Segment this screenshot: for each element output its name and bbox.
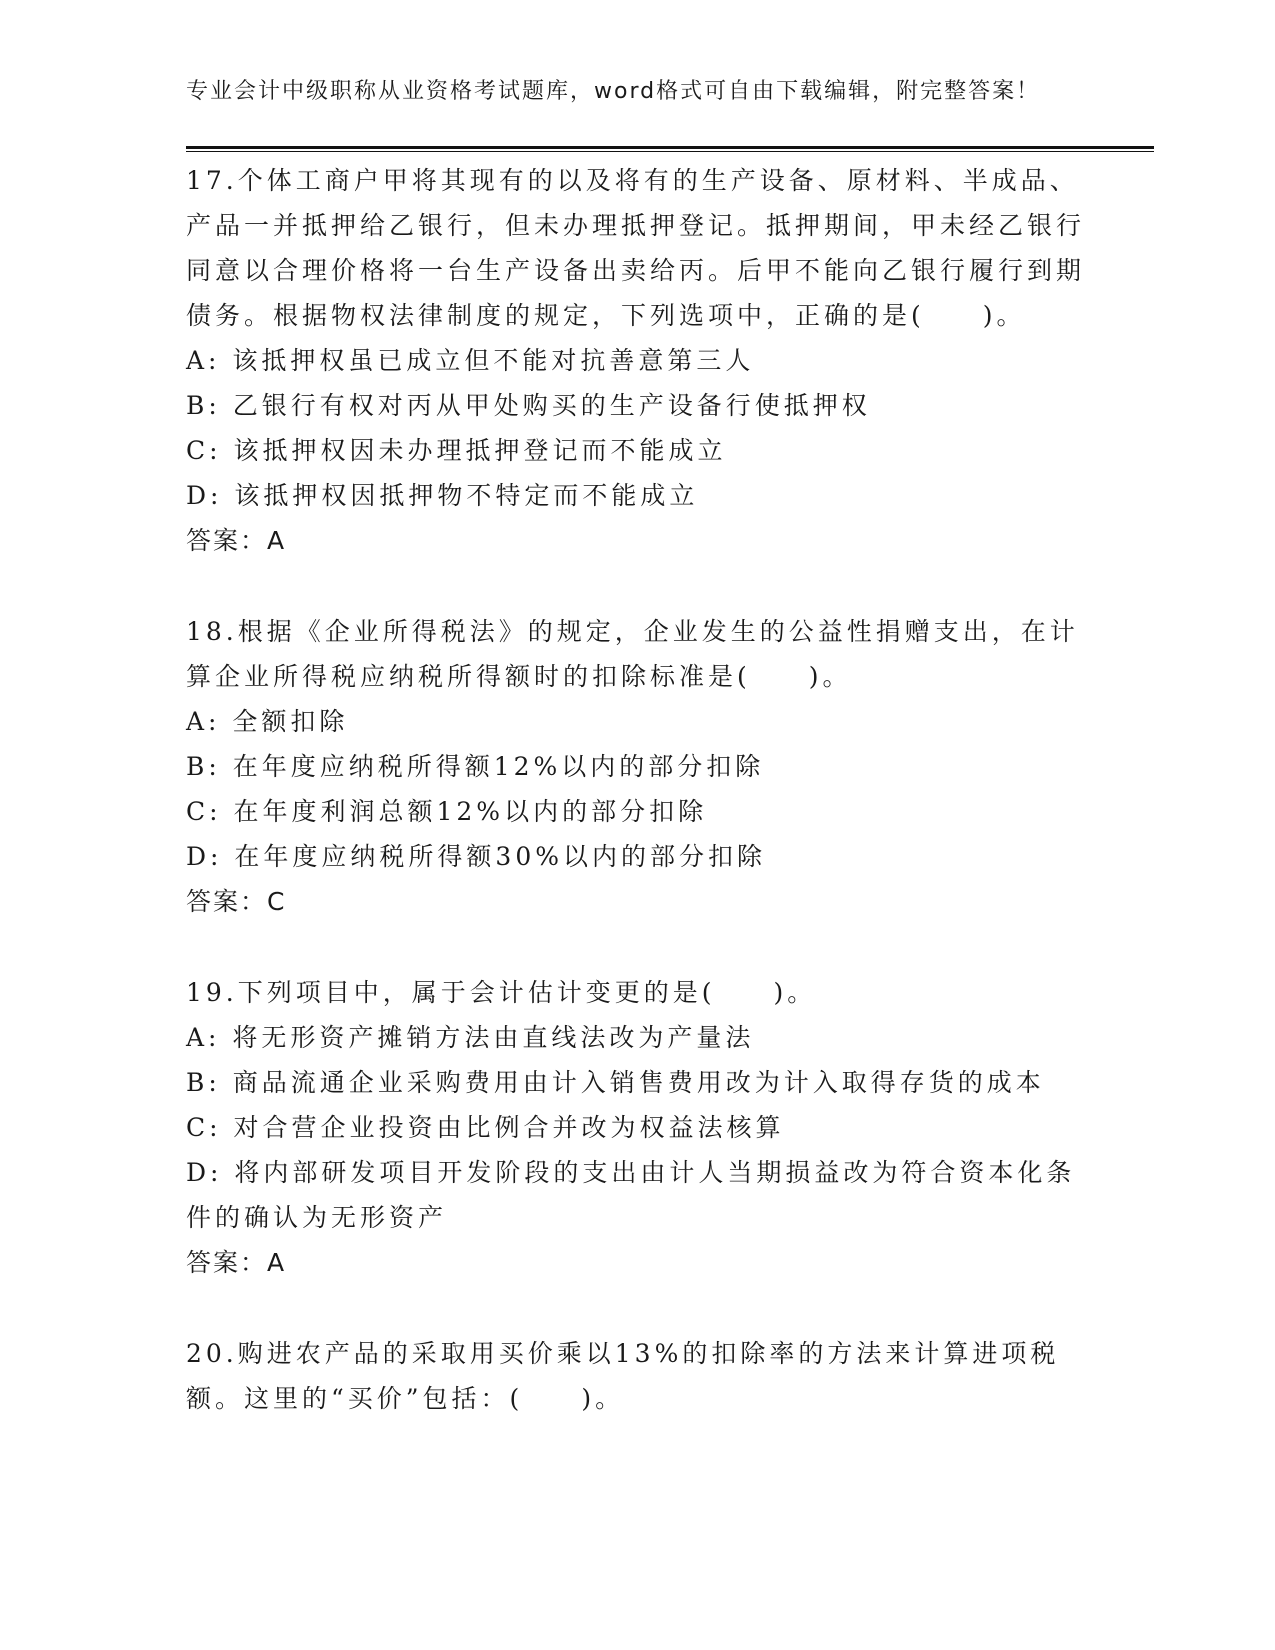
question-text: 18.根据《企业所得税法》的规定，企业发生的公益性捐赠支出，在计算企业所得税应纳税所得额时的扣除标准是( )。 xyxy=(186,617,1079,691)
question-17 xyxy=(186,158,1086,563)
question-20 xyxy=(186,1331,1086,1421)
option-a: A: 该抵押权虽已成立但不能对抗善意第三人 xyxy=(186,346,755,375)
question-text: 17.个体工商户甲将其现有的以及将有的生产设备、原材料、半成品、产品一并抵押给乙银行，但未办理抵押登记。抵押期间，甲未经乙银行同意以合理价格将一台生产设备出卖给丙。后甲不能向乙银行履行到期债务。根据物权法律制度的规定，下列选项中，正确的是( )。 xyxy=(186,166,1086,330)
option-d: D: 该抵押权因抵押物不特定而不能成立 xyxy=(186,481,699,510)
option-b: B: 在年度应纳税所得额12%以内的部分扣除 xyxy=(186,752,765,781)
option-d: D: 将内部研发项目开发阶段的支出由计人当期损益改为符合资本化条件的确认为无形资产 xyxy=(186,1158,1076,1232)
question-18 xyxy=(186,609,1086,924)
option-b: B: 乙银行有权对丙从甲处购买的生产设备行使抵押权 xyxy=(186,391,871,420)
answer: 答案：A xyxy=(186,526,287,555)
question-19 xyxy=(186,970,1086,1285)
option-b: B: 商品流通企业采购费用由计入销售费用改为计入取得存货的成本 xyxy=(186,1068,1045,1097)
option-a: A: 将无形资产摊销方法由直线法改为产量法 xyxy=(186,1023,755,1052)
question-list xyxy=(186,158,1086,1467)
question-text: 20.购进农产品的采取用买价乘以13%的扣除率的方法来计算进项税额。这里的“买价”包括：( )。 xyxy=(186,1339,1060,1413)
option-d: D: 在年度应纳税所得额30%以内的部分扣除 xyxy=(186,842,766,871)
option-c: C: 对合营企业投资由比例合并改为权益法核算 xyxy=(186,1113,785,1142)
option-a: A: 全额扣除 xyxy=(186,707,349,736)
page-header: 专业会计中级职称从业资格考试题库，word格式可自由下载编辑，附完整答案！ xyxy=(186,79,1041,104)
option-c: C: 该抵押权因未办理抵押登记而不能成立 xyxy=(186,436,727,465)
answer: 答案：A xyxy=(186,1248,287,1277)
answer: 答案：C xyxy=(186,887,287,916)
header-divider xyxy=(186,146,1154,152)
option-c: C: 在年度利润总额12%以内的部分扣除 xyxy=(186,797,708,826)
question-text: 19.下列项目中，属于会计估计变更的是( )。 xyxy=(186,978,817,1007)
